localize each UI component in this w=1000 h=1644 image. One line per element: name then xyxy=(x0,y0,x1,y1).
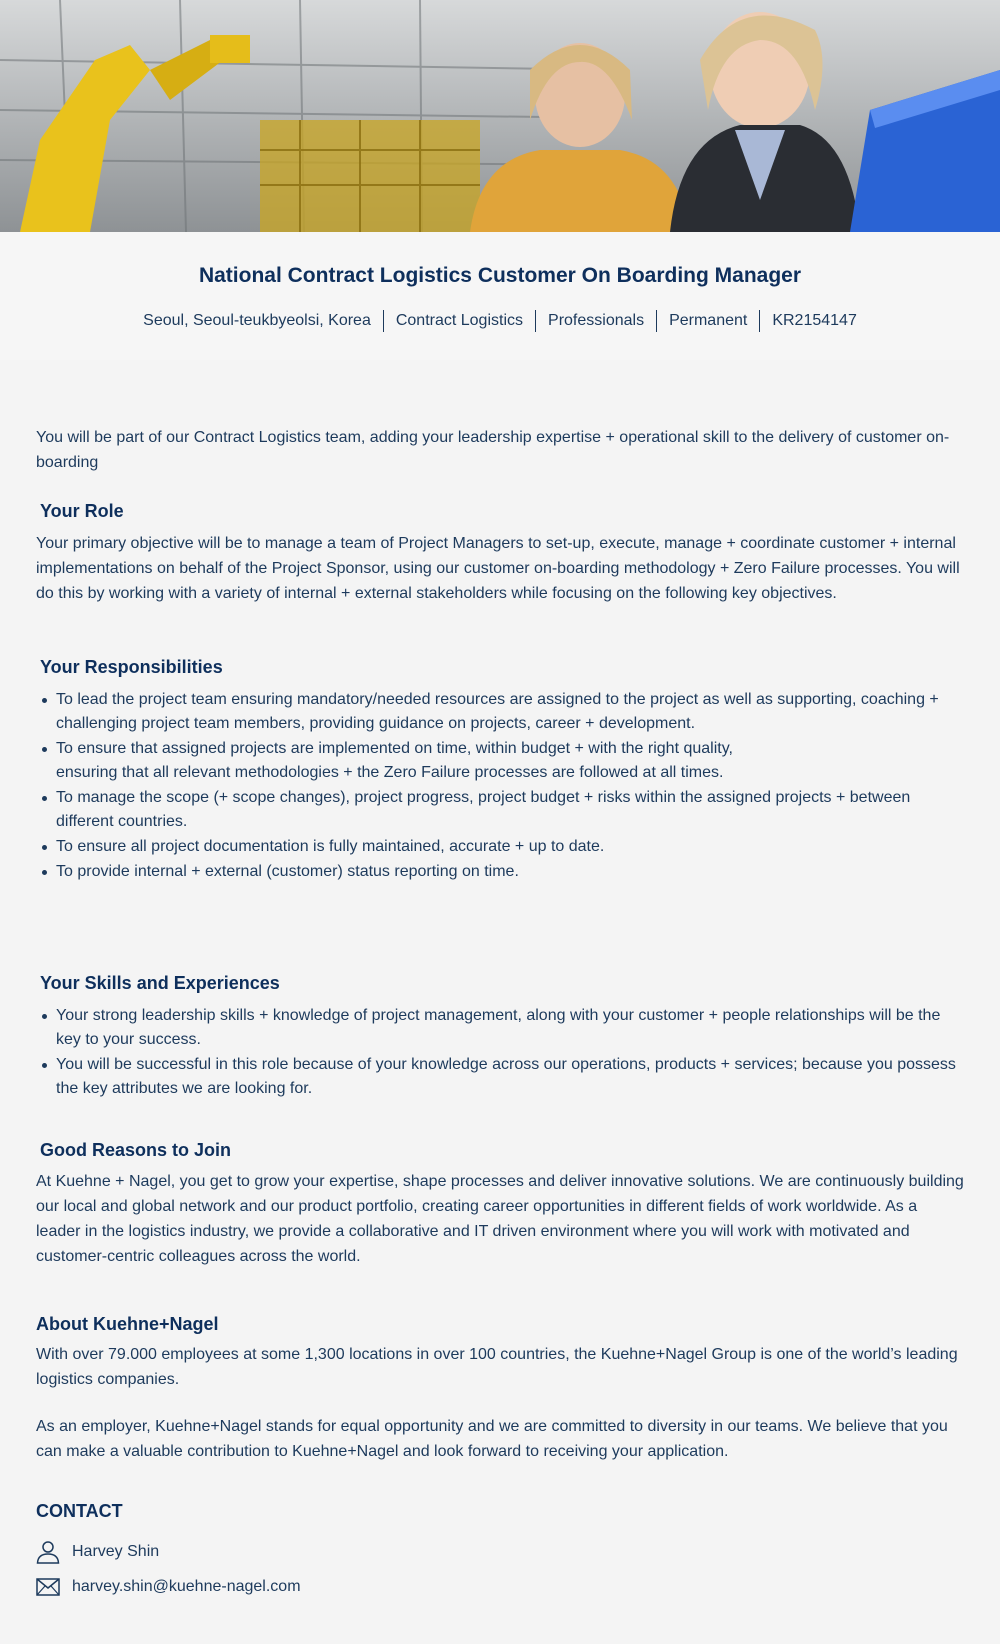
responsibilities-heading: Your Responsibilities xyxy=(40,657,223,677)
role-text: Your primary objective will be to manage a team of Project Managers to set-up, execute, manage + coordinate customer + internal implementations on behalf of the Project Sponsor, using our customer on-boarding methodology + Zero Failure processes. You will do this by working with a variety of internal + external stakeholders while focusing on the following key objectives. xyxy=(36,535,960,602)
about-text: With over 79.000 employees at some 1,300 locations in over 100 countries, the Kuehne+Nagel Group is one of the world’s leading logistics companies. xyxy=(36,1346,958,1388)
job-id: KR2154147 xyxy=(772,312,857,329)
mail-icon xyxy=(36,1578,60,1596)
contact-heading: CONTACT xyxy=(36,1501,123,1521)
contact-person xyxy=(36,1540,159,1564)
person-icon xyxy=(36,1540,60,1564)
list-item: To manage the scope (+ scope changes), project progress, project budget + risks within the assigned projects + between different countries. xyxy=(36,786,964,834)
reasons-heading: Good Reasons to Join xyxy=(40,1140,232,1160)
job-level: Professionals xyxy=(548,312,645,329)
list-item-continuation: ensuring that all relevant methodologies + the Zero Failure processes are followed at all times. xyxy=(56,764,724,781)
about-text-employer: As an employer, Kuehne+Nagel stands for equal opportunity and we are committed to diversity in our teams. We believe that you can make a valuable contribution to Kuehne+Nagel and look forward to receiving your application. xyxy=(36,1418,948,1460)
list-item: You will be successful in this role because of your knowledge across our operations, products + services; because you possess the key attributes we are looking for. xyxy=(36,1053,964,1101)
about-heading: About Kuehne+Nagel xyxy=(36,1314,219,1334)
job-type: Permanent xyxy=(669,312,748,329)
list-item: To ensure that assigned projects are implemented on time, within budget + with the right quality, xyxy=(36,737,964,761)
job-header xyxy=(0,232,1000,360)
contact-email-row[interactable] xyxy=(36,1578,301,1596)
hero-illustration xyxy=(0,0,1000,232)
skills-list xyxy=(36,1004,964,1102)
list-item xyxy=(36,761,964,785)
contact-name: Harvey Shin xyxy=(72,1543,160,1560)
responsibilities-list xyxy=(36,688,964,885)
hero-image xyxy=(0,0,1000,232)
reasons-text: At Kuehne + Nagel, you get to grow your expertise, shape processes and deliver innovative solutions. We are continuously building our local and global network and our product portfolio, creating career opportunities in different fields of work worldwide. As a leader in the logistics industry, we provide a collaborative and IT driven environment where you will work with motivated and customer-centric colleagues across the world. xyxy=(36,1173,964,1265)
list-item: Your strong leadership skills + knowledge of project management, along with your customer + people relationships will be the key to your success. xyxy=(36,1004,964,1052)
skills-heading: Your Skills and Experiences xyxy=(40,973,280,993)
intro-text: You will be part of our Contract Logistics team, adding your leadership expertise + operational skill to the delivery of customer on-boarding xyxy=(36,429,950,471)
contact-email-link[interactable]: harvey.shin@kuehne-nagel.com xyxy=(72,1578,301,1595)
job-division: Contract Logistics xyxy=(395,312,524,329)
role-heading: Your Role xyxy=(40,501,124,521)
job-location: Seoul, Seoul-teukbyeolsi, Korea xyxy=(143,312,371,329)
job-title: National Contract Logistics Customer On Boarding Manager xyxy=(198,264,802,287)
job-meta xyxy=(0,310,1000,332)
list-item: To lead the project team ensuring mandatory/needed resources are assigned to the project as well as supporting, coaching + challenging project team members, providing guidance on projects, career + development. xyxy=(36,688,964,736)
list-item: To provide internal + external (customer) status reporting on time. xyxy=(36,860,964,884)
list-item: To ensure all project documentation is fully maintained, accurate + up to date. xyxy=(36,835,964,859)
